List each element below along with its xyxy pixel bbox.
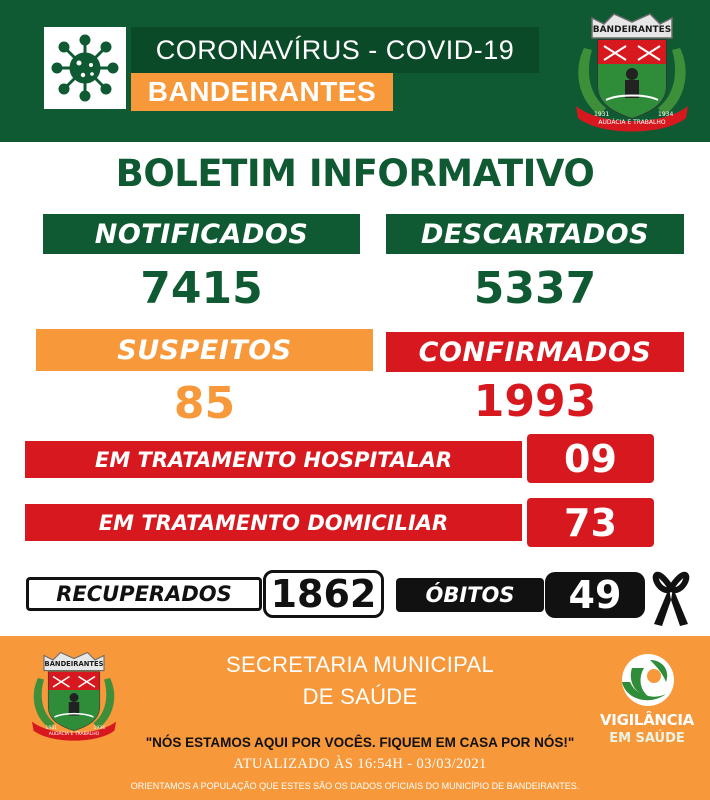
suspeitos-label: SUSPEITOS	[36, 329, 373, 371]
updated-text: ATUALIZADO ÀS 16:54H - 03/03/2021	[233, 756, 487, 772]
covid-title: CORONAVÍRUS - COVID-19	[131, 27, 539, 73]
descartados-value: 5337	[473, 263, 597, 314]
secretaria-line1: SECRETARIA MUNICIPAL	[225, 652, 494, 677]
quote-text: "NÓS ESTAMOS AQUI POR VOCÊS. FIQUEM EM CASA POR NÓS!"	[145, 735, 575, 750]
crest-motto: AUDÁCIA E TRABALHO	[598, 119, 666, 126]
vigilancia-line1: VIGILÂNCIA	[599, 711, 694, 729]
suspeitos-value: 85	[173, 378, 236, 429]
footer-crest-name-text: BANDEIRANTES	[44, 660, 104, 668]
obitos-label: ÓBITOS	[396, 578, 544, 612]
virus-icon-box	[44, 27, 126, 109]
virus-icon	[50, 33, 120, 103]
footer-crest-icon	[22, 648, 126, 744]
recuperados-label: RECUPERADOS	[26, 577, 262, 611]
footer-crest-motto: AUDÁCIA E TRABALHO	[48, 732, 100, 737]
domiciliar-value: 73	[527, 498, 654, 547]
recuperados-value: 1862	[263, 570, 384, 618]
mourning-ribbon-icon	[648, 566, 694, 628]
crest-year-right: 1934	[658, 111, 674, 118]
footer-crest-year-right: 1934	[93, 726, 105, 731]
hospitalar-value: 09	[527, 434, 654, 483]
hospitalar-label: EM TRATAMENTO HOSPITALAR	[25, 441, 522, 478]
city-name: BANDEIRANTES	[131, 73, 393, 111]
descartados-label: DESCARTADOS	[386, 214, 684, 254]
notificados-label: NOTIFICADOS	[43, 214, 360, 254]
secretaria-line2: DE SAÚDE	[302, 684, 418, 709]
crest-name-text: BANDEIRANTES	[592, 25, 672, 35]
boletim-title: BOLETIM INFORMATIVO	[115, 152, 595, 195]
notificados-value: 7415	[140, 263, 263, 314]
notice-text: ORIENTAMOS A POPULAÇÃO QUE ESTES SÃO OS DADOS OFICIAIS DO MUNICÍPIO DE BANDEIRANTES.	[130, 781, 580, 791]
confirmados-label: CONFIRMADOS	[386, 332, 684, 372]
crest-icon	[570, 8, 694, 136]
obitos-value: 49	[545, 572, 645, 618]
footer-crest-year-left: 1931	[45, 726, 57, 731]
domiciliar-label: EM TRATAMENTO DOMICILIAR	[25, 504, 522, 541]
confirmados-value: 1993	[473, 376, 597, 427]
crest-year-left: 1931	[594, 111, 610, 118]
vigilancia-line2: EM SAÚDE	[609, 731, 685, 746]
